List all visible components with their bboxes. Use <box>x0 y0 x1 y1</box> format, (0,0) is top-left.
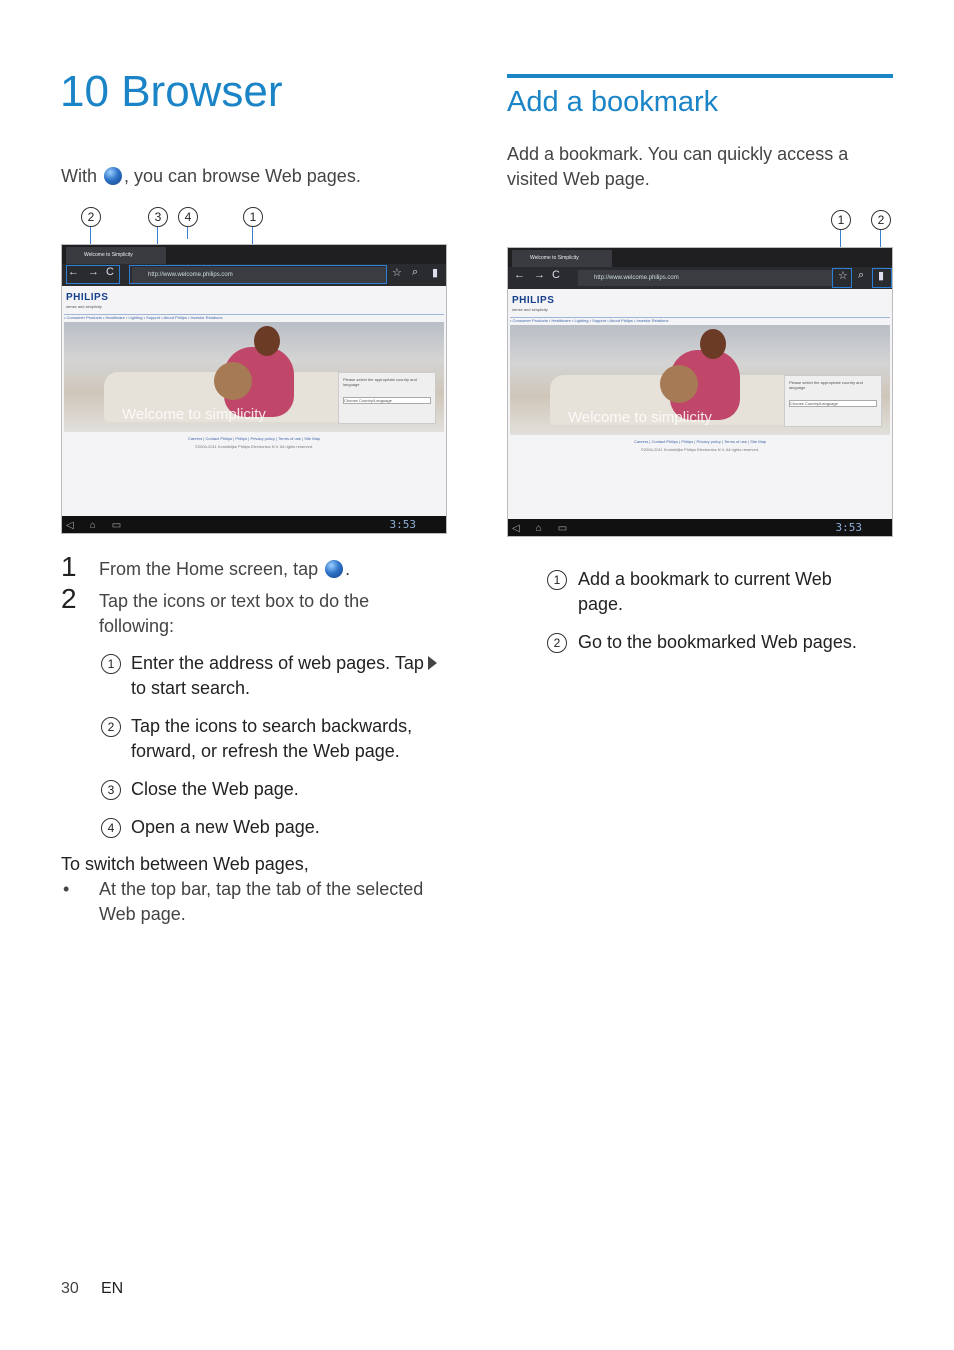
forward-arrow-icon: → <box>88 266 99 278</box>
item-marker: 4 <box>101 818 121 838</box>
switch-heading: To switch between Web pages, <box>61 854 309 874</box>
bookmark-highlight-box <box>872 268 892 288</box>
item-marker: 1 <box>547 570 567 590</box>
choose-select: Choose Country/Language <box>789 400 877 407</box>
person-head-shape <box>660 365 698 403</box>
system-bar <box>508 519 892 536</box>
section-rule <box>507 74 893 78</box>
browser-tab: Welcome to Simplicity <box>512 250 612 267</box>
item-marker: 3 <box>101 780 121 800</box>
step-number: 1 <box>61 551 77 582</box>
refresh-icon: C <box>552 269 560 281</box>
back-arrow-icon: ← <box>68 266 79 278</box>
star-icon: ☆ <box>392 267 402 279</box>
site-menu: • Consumer Products • Healthcare • Lighting • Support • About Philips • Investor Relations <box>510 317 890 322</box>
intro-text <box>61 164 361 188</box>
item-marker: 2 <box>101 717 121 737</box>
browser-screenshot <box>61 244 447 534</box>
item-text: Close the Web page. <box>131 779 299 799</box>
choose-select: Choose Country/Language <box>343 397 431 404</box>
search-icon: ⌕ <box>858 269 865 281</box>
bookmark-icon: ▮ <box>878 270 885 282</box>
intro-text-before: With <box>61 166 97 186</box>
person-head-shape <box>214 362 252 400</box>
site-footer-links: Careers | Contact Philips | Philips | Privacy policy | Terms of use | Site Map <box>187 436 321 441</box>
item-text: Open a new Web page. <box>131 817 320 837</box>
star-highlight-box <box>832 268 852 288</box>
country-selector <box>338 372 436 424</box>
step-number: 2 <box>61 583 77 614</box>
section-title: Add a bookmark <box>507 86 719 118</box>
bookmark-icon: ▮ <box>432 267 439 279</box>
site-menu: • Consumer Products • Healthcare • Lighting • Support • About Philips • Investor Relations <box>64 314 444 319</box>
person-head-shape <box>700 329 726 359</box>
callout-marker: 2 <box>81 207 101 227</box>
tab-bar <box>508 248 892 267</box>
site-copyright: ©2004-2011 Koninklijke Philips Electronics N.V. All rights reserved. <box>640 447 760 452</box>
address-field: http://www.welcome.philips.com <box>578 270 833 286</box>
system-nav-icons: ◁⌂▭ <box>66 520 138 531</box>
tagline: sense and simplicity <box>512 307 548 312</box>
address-highlight-box <box>129 265 387 284</box>
hero-photo <box>510 325 890 435</box>
browser-globe-icon <box>104 167 122 185</box>
chapter-number: 10 <box>60 67 109 116</box>
site-copyright: ©2004-2011 Koninklijke Philips Electronics N.V. All rights reserved. <box>194 444 314 449</box>
intro-text-after: , you can browse Web pages. <box>124 166 361 186</box>
hero-photo <box>64 322 444 432</box>
callout-marker: 3 <box>148 207 168 227</box>
clock: 3:53 <box>389 518 416 531</box>
item-marker: 2 <box>547 633 567 653</box>
item-text <box>131 651 446 701</box>
site-footer-links: Careers | Contact Philips | Philips | Privacy policy | Terms of use | Site Map <box>633 439 767 444</box>
item-text: Add a bookmark to current Web page. <box>578 569 832 614</box>
callout-marker: 1 <box>831 210 851 230</box>
callout-leader-line <box>187 227 188 239</box>
choose-prompt: Please select the appropriate country and language <box>343 377 417 387</box>
tagline: sense and simplicity <box>66 304 102 309</box>
nav-highlight-box <box>66 265 120 284</box>
browser-globe-icon <box>325 560 343 578</box>
switch-text: At the top bar, tap the tab of the selected Web page. <box>99 879 424 924</box>
person-head-shape <box>254 326 280 356</box>
system-bar <box>62 516 446 533</box>
step-text-after: . <box>345 559 351 579</box>
item-text: Go to the bookmarked Web pages. <box>578 632 857 652</box>
web-page <box>62 286 446 516</box>
welcome-text: Welcome to simplicity <box>122 406 266 423</box>
bullet: • <box>63 879 70 899</box>
item-text-after: to start search. <box>131 678 251 698</box>
callout-marker: 2 <box>871 210 891 230</box>
philips-logo: PHILIPS <box>512 295 555 306</box>
play-arrow-icon <box>428 656 437 670</box>
star-icon: ☆ <box>838 270 848 282</box>
forward-arrow-icon: → <box>534 269 545 281</box>
chapter-title <box>60 66 283 118</box>
country-selector <box>784 375 882 427</box>
language-code: EN <box>101 1280 124 1297</box>
system-nav-icons: ◁⌂▭ <box>512 523 584 534</box>
step-text <box>99 557 439 582</box>
browser-screenshot <box>507 247 893 537</box>
callout-marker: 1 <box>243 207 263 227</box>
web-page <box>508 289 892 519</box>
browser-tab: Welcome to Simplicity <box>66 247 166 264</box>
chapter-name: Browser <box>121 67 283 116</box>
page-number: 30 <box>61 1280 79 1297</box>
callout-marker: 4 <box>178 207 198 227</box>
back-arrow-icon: ← <box>514 269 525 281</box>
item-marker: 1 <box>101 654 121 674</box>
item-text: Tap the icons to search backwards, forward, or refresh the Web page. <box>131 716 413 761</box>
step-text-before: From the Home screen, tap <box>99 559 319 579</box>
welcome-text: Welcome to simplicity <box>568 409 712 426</box>
philips-logo: PHILIPS <box>66 292 109 303</box>
search-icon: ⌕ <box>412 266 419 278</box>
section-intro: Add a bookmark. You can quickly access a visited Web page. <box>507 144 849 189</box>
choose-prompt: Please select the appropriate country and language <box>789 380 863 390</box>
clock: 3:53 <box>835 521 862 534</box>
step-text: Tap the icons or text box to do the following: <box>99 591 370 636</box>
tab-bar <box>62 245 446 264</box>
address-field: http://www.welcome.philips.com <box>132 267 387 283</box>
refresh-icon: C <box>106 266 114 278</box>
item-text-before: Enter the address of web pages. Tap <box>131 653 424 673</box>
